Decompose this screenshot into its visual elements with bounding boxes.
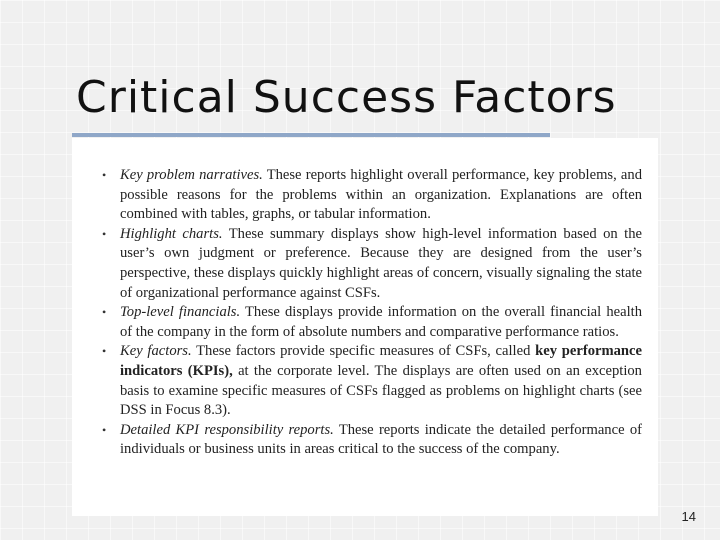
item-term: Highlight charts.: [120, 225, 223, 242]
item-text: These reports highlight overall performance, key problems, and possible reasons for the problems within an organization. Explanations are often combined with tables, graphs, or tabular information.: [120, 167, 642, 223]
page-number: 14: [681, 509, 696, 524]
item-text: These factors provide specific measures of CSFs, called: [191, 343, 536, 360]
slide-title: Critical Success Factors: [76, 72, 617, 123]
list-item-top-level-financials: [102, 303, 642, 342]
item-term: Detailed KPI responsibility reports.: [120, 421, 334, 438]
item-bold-term: key performance indicators (KPIs),: [120, 343, 642, 379]
list-item-highlight-charts: [102, 225, 642, 303]
item-term: Key problem narratives.: [120, 167, 263, 183]
bullet-icon: •: [102, 305, 107, 320]
item-text: These displays provide information on the overall financial health of the company in the form of absolute numbers and comparative performance ratios.: [120, 304, 642, 340]
bullet-icon: •: [102, 226, 107, 241]
item-term: Key factors.: [120, 343, 192, 360]
title-underline: [72, 133, 550, 137]
item-text: These summary displays show high-level information based on the user’s own judgment or preference. Because they are designed from the user’s perspective, these displays quickly highlight areas of concern, visually signaling the state of organizational performance against CSFs.: [120, 225, 642, 301]
bullet-icon: •: [102, 168, 107, 182]
list-item-key-factors: [102, 342, 642, 420]
list-item-key-problem-narratives: [102, 166, 642, 225]
bullet-icon: •: [102, 422, 107, 437]
list-item-detailed-kpi-reports: [102, 421, 642, 460]
item-term: Top-level financials.: [120, 304, 241, 321]
item-text: These reports indicate the detailed performance of individuals or business units in areas critical to the success of the company.: [120, 421, 642, 458]
scanned-text-panel: [72, 138, 658, 516]
item-text-continued: at the corporate level. The displays are often used on an exception basis to examine specific measures of CSFs flagged as problems on highlight charts (see DSS in Focus 8.3).: [120, 362, 642, 419]
bullet-list: [102, 166, 642, 460]
bullet-icon: •: [102, 344, 107, 359]
